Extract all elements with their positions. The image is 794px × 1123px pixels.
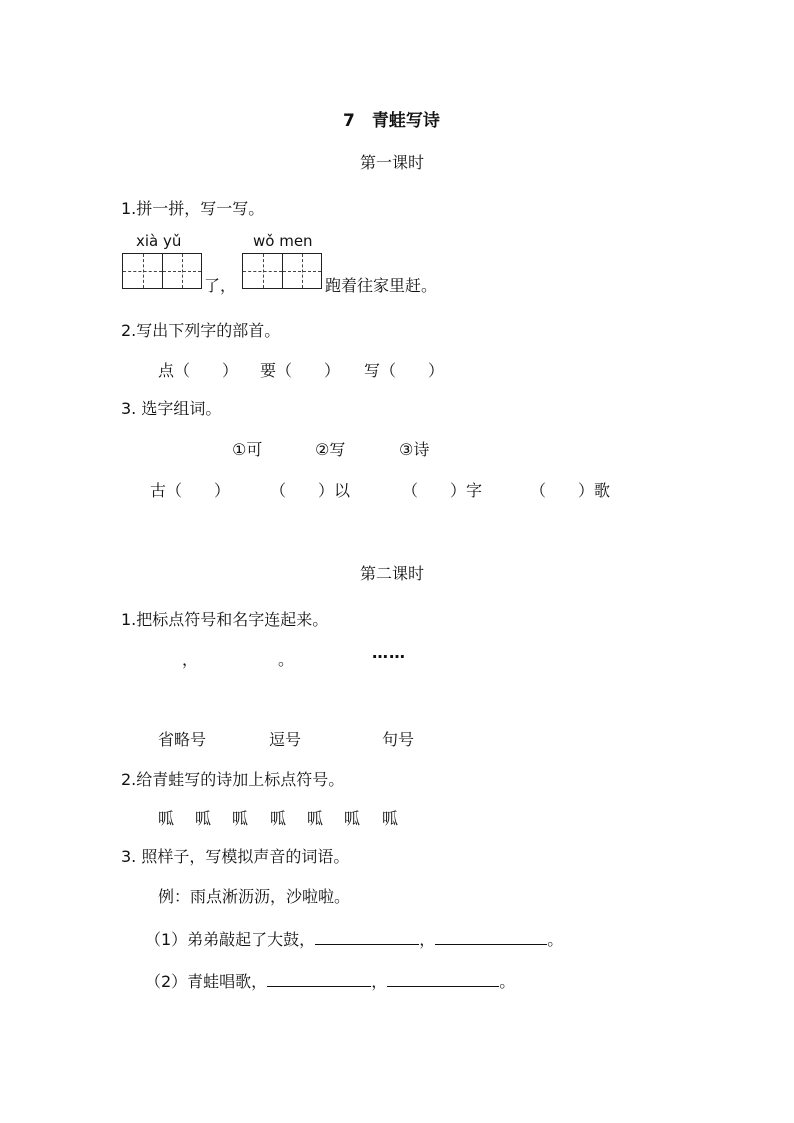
radical-item-xie[interactable]: 写（ ）: [364, 361, 445, 380]
example-line: 例：雨点淅沥沥，沙啦啦。: [158, 887, 351, 906]
end-period: 。: [547, 930, 564, 949]
choice-xie: ②写: [315, 440, 346, 459]
l1-q2-prompt: 2.写出下列字的部首。: [121, 321, 281, 340]
answer-blank[interactable]: [435, 930, 547, 945]
choice-ke: ①可: [232, 440, 263, 459]
word-item-gu[interactable]: 古（ ）: [150, 481, 231, 500]
name-period[interactable]: 句号: [382, 730, 415, 749]
answer-blank[interactable]: [387, 972, 499, 987]
gua-word: 呱: [232, 809, 249, 828]
text-le: 了，: [204, 276, 237, 295]
l2-q1-prompt: 1.把标点符号和名字连起来。: [121, 610, 329, 629]
text-paozhe: 跑着往家里赶。: [325, 276, 438, 295]
grid-cell[interactable]: [162, 254, 201, 288]
grid-cell[interactable]: [282, 254, 321, 288]
writing-grid-2[interactable]: [242, 253, 322, 289]
l2-q2-prompt: 2.给青蛙写的诗加上标点符号。: [121, 770, 345, 789]
l1-q3-prompt: 3. 选字组词。: [121, 399, 222, 418]
mark-ellipsis[interactable]: ……: [372, 643, 406, 662]
answer-blank[interactable]: [315, 930, 419, 945]
choice-shi: ③诗: [399, 440, 430, 459]
page-title: 7 青蛙写诗: [343, 111, 440, 131]
comma-separator: ，: [371, 972, 388, 991]
lesson2-heading: 第二课时: [360, 564, 425, 583]
word-item-zi[interactable]: （ ）字: [402, 481, 483, 500]
writing-grid-1[interactable]: [122, 253, 202, 289]
answer-blank[interactable]: [267, 972, 371, 987]
answer-line-2: [145, 969, 515, 992]
mark-period[interactable]: 。: [278, 650, 295, 669]
gua-word: 呱: [270, 809, 287, 828]
pinyin-women: wǒ men: [253, 232, 313, 250]
radical-item-yao[interactable]: 要（ ）: [260, 361, 341, 380]
word-item-yi[interactable]: （ ）以: [270, 481, 351, 500]
gua-word: 呱: [344, 809, 361, 828]
grid-cell[interactable]: [123, 254, 162, 288]
word-item-ge[interactable]: （ ）歌: [530, 481, 611, 500]
l1-q1-prompt: 1.拼一拼，写一写。: [121, 199, 265, 218]
name-comma[interactable]: 逗号: [269, 730, 302, 749]
l2-q3-prompt: 3. 照样子，写模拟声音的词语。: [121, 847, 350, 866]
grid-cell[interactable]: [243, 254, 282, 288]
name-ellipsis[interactable]: 省略号: [158, 730, 207, 749]
item1-label: （1）弟弟敲起了大鼓，: [145, 930, 316, 949]
gua-word: 呱: [307, 809, 324, 828]
mark-comma[interactable]: ，: [182, 650, 199, 669]
item2-label: （2）青蛙唱歌，: [145, 972, 268, 991]
lesson1-heading: 第一课时: [360, 153, 425, 172]
pinyin-xiayu: xià yǔ: [136, 232, 182, 250]
comma-separator: ，: [419, 930, 436, 949]
gua-word: 呱: [382, 809, 399, 828]
end-period: 。: [499, 972, 516, 991]
gua-word: 呱: [195, 809, 212, 828]
radical-item-dian[interactable]: 点（ ）: [158, 361, 239, 380]
gua-word: 呱: [158, 809, 175, 828]
answer-line-1: [145, 927, 563, 950]
